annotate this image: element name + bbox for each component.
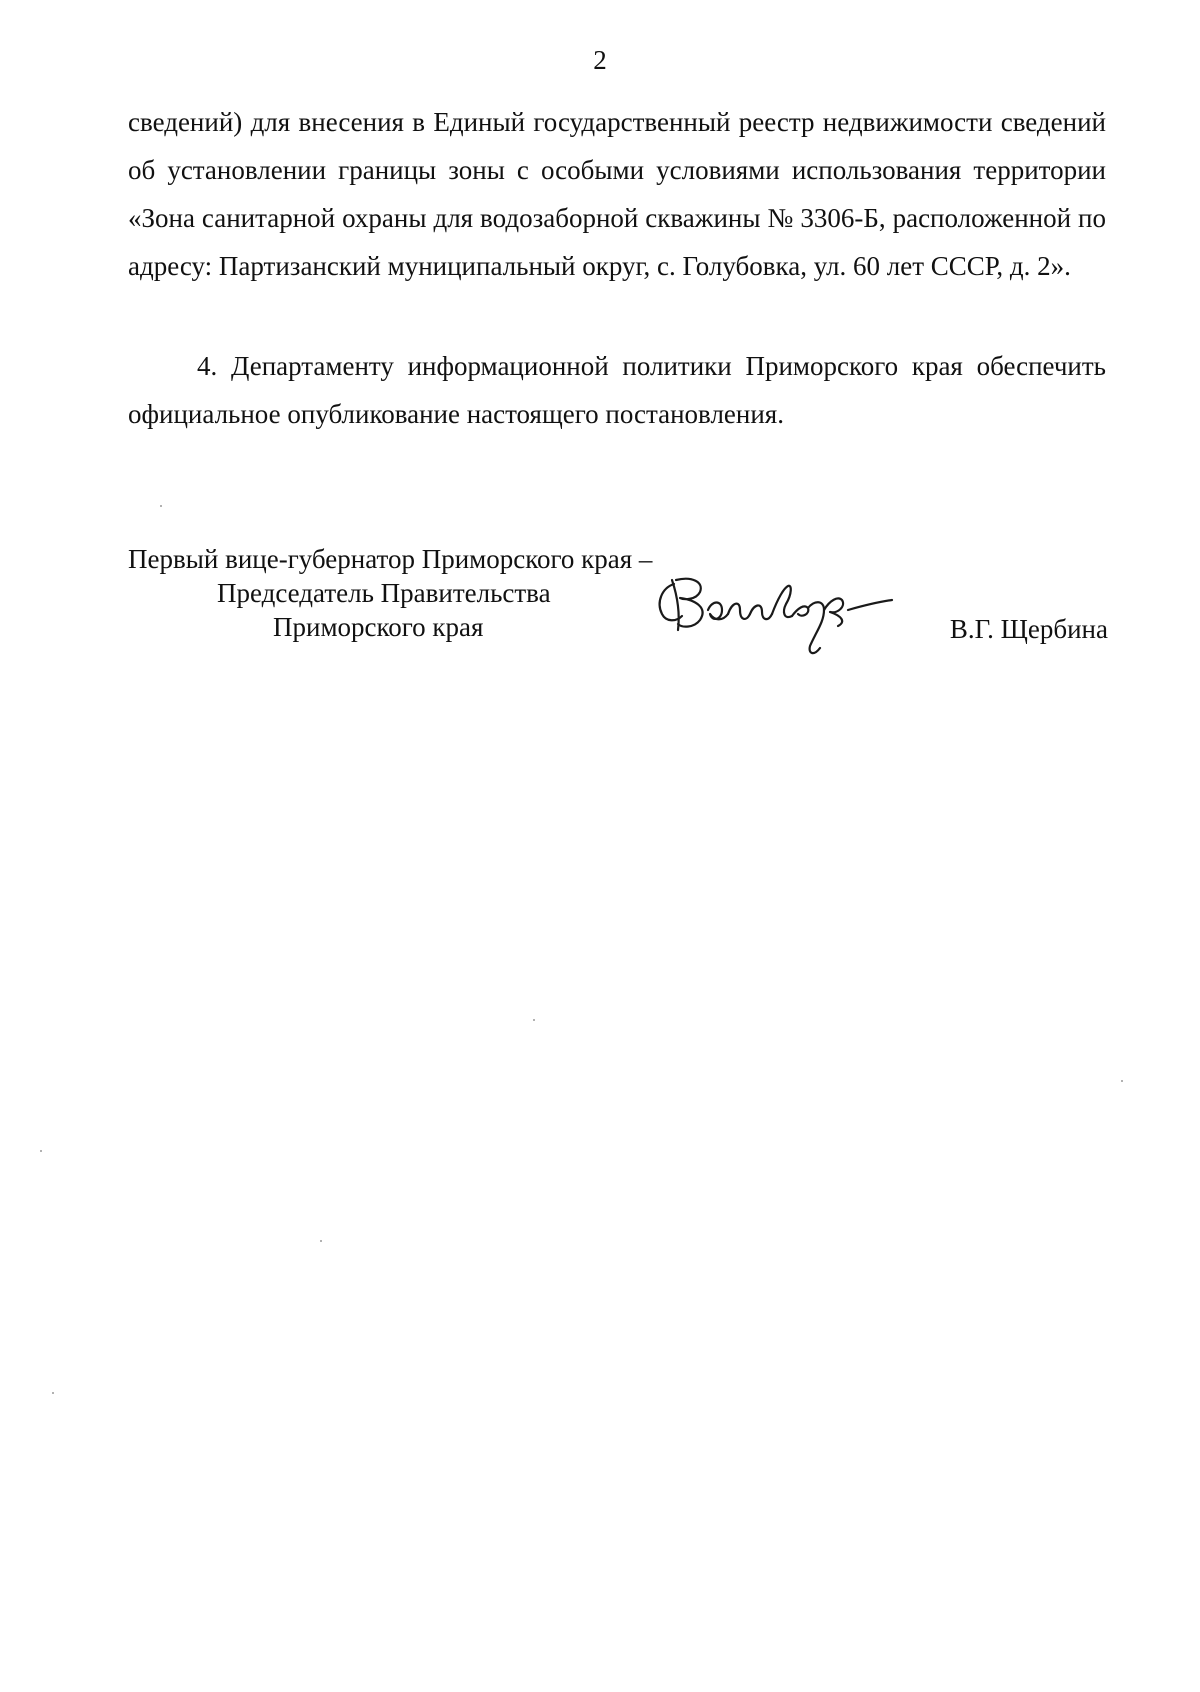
scan-speck [160, 505, 162, 507]
signature-block [128, 542, 1108, 652]
scan-speck [52, 1392, 54, 1394]
signer-title-line-2: Председатель Правительства [217, 578, 551, 608]
paragraph-continued: сведений) для внесения в Единый государственный реестр недвижимости сведений об установлении границы зоны с особыми условиями использования территории «Зона санитарной охраны для водозаборной скважины № 3306-Б, расположенной по адресу: Партизанский муниципальный округ, с. Голубовка, ул. 60 лет СССР, д. 2». [128, 107, 1106, 281]
signer-title-line-3: Приморского края [273, 612, 484, 642]
scan-speck [1121, 1080, 1123, 1082]
signer-title-line-1: Первый вице-губернатор Приморского края – [128, 544, 653, 574]
page-number: 2 [593, 45, 607, 75]
signer-name: В.Г. Щербина [949, 614, 1108, 644]
scan-speck [320, 1240, 322, 1242]
handwritten-signature [652, 570, 922, 660]
scan-speck [40, 1150, 42, 1152]
paragraph-item-4: 4. Департаменту информационной политики Приморского края обеспечить официальное опубликование настоящего постановления. [128, 351, 1106, 429]
scan-speck [533, 1019, 535, 1021]
